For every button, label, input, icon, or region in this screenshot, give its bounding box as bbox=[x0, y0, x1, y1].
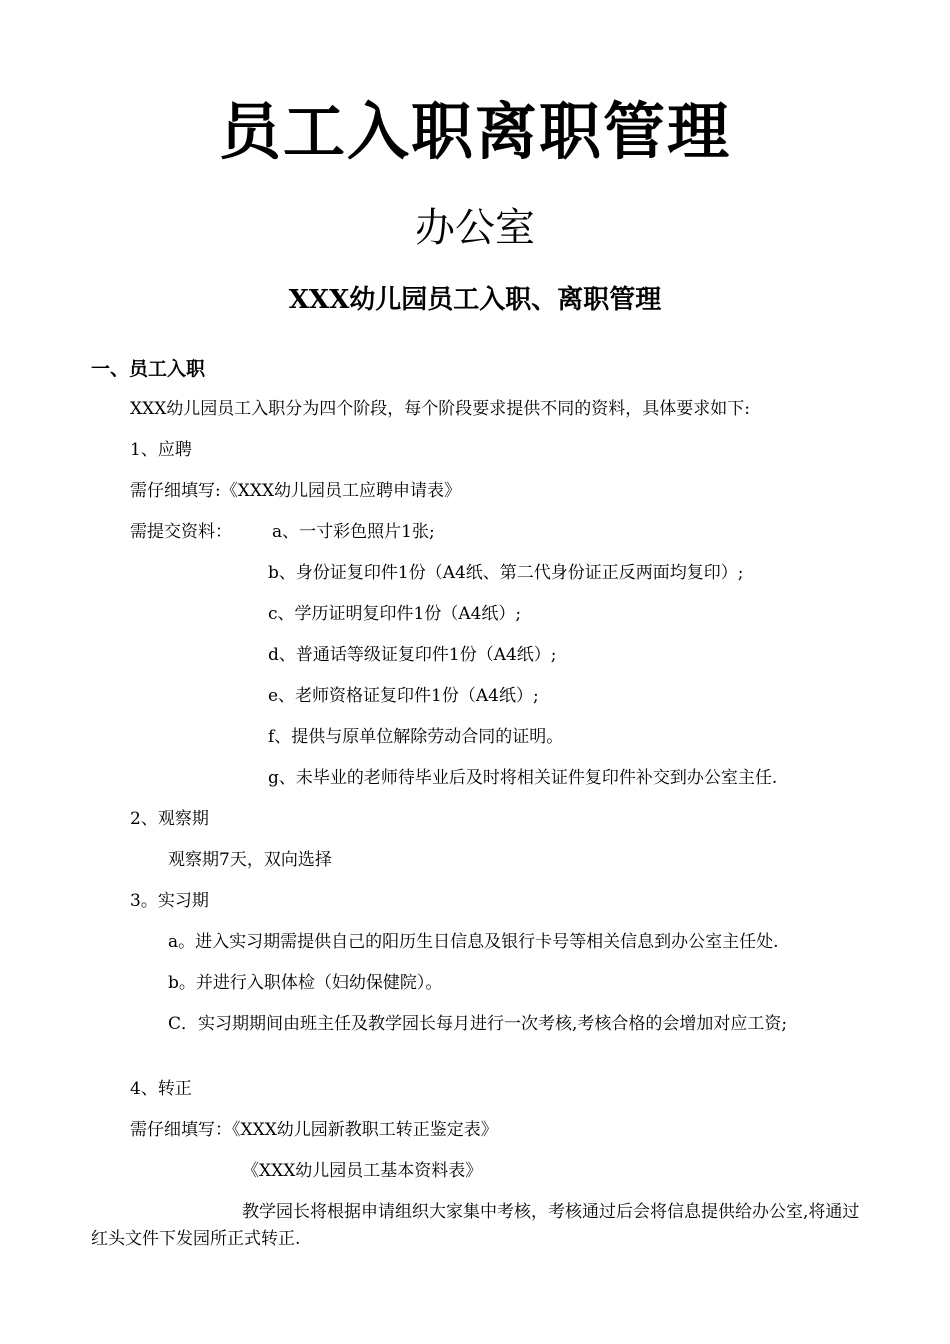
list-item: a。进入实习期需提供自己的阳历生日信息及银行卡号等相关信息到办公室主任处. bbox=[168, 932, 779, 952]
stage-4-form-2: 《XXX幼儿园员工基本资料表》 bbox=[242, 1161, 483, 1181]
list-item: b。并进行入职体检（妇幼保健院）。 bbox=[168, 973, 443, 993]
list-item: f、提供与原单位解除劳动合同的证明。 bbox=[268, 727, 564, 747]
subtitle: 办公室 bbox=[415, 205, 535, 251]
list-item: C．实习期期间由班主任及教学园长每月进行一次考核,考核合格的会增加对应工资; bbox=[168, 1014, 788, 1034]
stage-2-label: 2、观察期 bbox=[130, 809, 209, 829]
stage-4-paragraph: 教学园长将根据申请组织大家集中考核，考核通过后会将信息提供给办公室,将通过红头文件下发园所正式转正. bbox=[91, 1202, 860, 1249]
stage-1-label: 1、应聘 bbox=[130, 440, 192, 460]
document-title: XXX幼儿园员工入职、离职管理 bbox=[288, 285, 662, 315]
list-item: d、普通话等级证复印件1份（A4纸）; bbox=[268, 645, 557, 665]
list-item: g、未毕业的老师待毕业后及时将相关证件复印件补交到办公室主任. bbox=[268, 768, 778, 788]
stage-1-submit-label: 需提交资料： bbox=[130, 522, 232, 542]
main-title: 员工入职离职管理 bbox=[218, 95, 731, 168]
section-heading: 一、员工入职 bbox=[91, 358, 206, 380]
list-item: b、身份证复印件1份（A4纸、第二代身份证正反两面均复印）; bbox=[268, 563, 744, 583]
list-item: e、老师资格证复印件1份（A4纸）; bbox=[268, 686, 539, 706]
stage-1-form: 需仔细填写:《XXX幼儿园员工应聘申请表》 bbox=[130, 481, 462, 501]
stage-2-text: 观察期7天，双向选择 bbox=[168, 850, 332, 870]
stage-4-label: 4、转正 bbox=[130, 1079, 192, 1099]
stage-3-label: 3。实习期 bbox=[130, 891, 209, 911]
stage-4-form: 需仔细填写：《XXX幼儿园新教职工转正鉴定表》 bbox=[130, 1120, 498, 1140]
list-item: a、一寸彩色照片1张; bbox=[272, 522, 435, 542]
list-item: c、学历证明复印件1份（A4纸）; bbox=[268, 604, 522, 624]
intro-text: XXX幼儿园员工入职分为四个阶段，每个阶段要求提供不同的资料，具体要求如下: bbox=[130, 399, 751, 419]
